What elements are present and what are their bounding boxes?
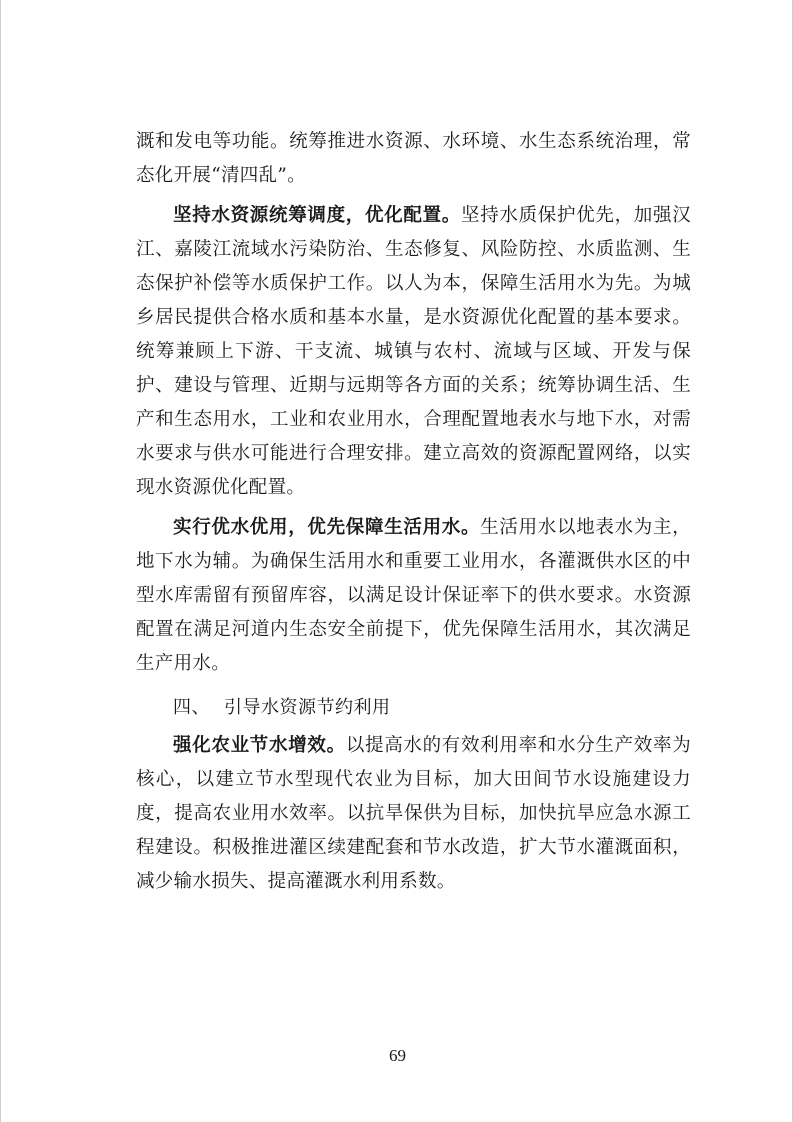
paragraph-domestic-water-priority <box>136 511 691 681</box>
document-body <box>136 125 691 899</box>
paragraph-lead: 实行优水优用，优先保障生活用水。 <box>173 517 481 538</box>
page-number: 69 <box>389 1046 406 1065</box>
paragraph-text: 生活用水以地表水为主，地下水为辅。为确保生活用水和重要工业用水，各灌溉供水区的中型水库需留有预留库容，以满足设计保证率下的供水要求。水资源配置在满足河道内生态安全前提下，优先保障生活用水，其次满足生产用水。 <box>136 517 691 674</box>
section-title: 引导水资源节约利用 <box>224 697 391 718</box>
paragraph-lead: 强化农业节水增效。 <box>173 735 346 756</box>
paragraph-continued <box>136 125 691 193</box>
section-number: 四、 <box>173 697 210 718</box>
section-heading <box>136 691 691 725</box>
paragraph-text: 坚持水质保护优先，加强汉江、嘉陵江流域水污染防治、生态修复、风险防控、水质监测、生态保护补偿等水质保护工作。以人为本，保障生活用水为先。为城乡居民提供合格水质和基本水量，是水资源优化配置的基本要求。统筹兼顾上下游、干支流、城镇与农村、流域与区域、开发与保护、建设与管理、近期与远期等各方面的关系；统筹协调生活、生产和生态用水，工业和农业用水，合理配置地表水与地下水，对需水要求与供水可能进行合理安排。建立高效的资源配置网络，以实现水资源优化配置。 <box>136 205 691 498</box>
paragraph-agricultural-water-saving <box>136 729 691 899</box>
paragraph-text: 以提高水的有效利用率和水分生产效率为核心，以建立节水型现代农业为目标，加大田间节水设施建设力度，提高农业用水效率。以抗旱保供为目标，加快抗旱应急水源工程建设。积极推进灌区续建配套和节水改造，扩大节水灌溉面积，减少输水损失、提高灌溉水利用系数。 <box>136 735 692 892</box>
paragraph-water-allocation <box>136 199 691 505</box>
paragraph-text: 溉和发电等功能。统筹推进水资源、水环境、水生态系统治理，常态化开展“清四乱”。 <box>136 131 691 186</box>
paragraph-lead: 坚持水资源统筹调度，优化配置。 <box>173 205 461 226</box>
